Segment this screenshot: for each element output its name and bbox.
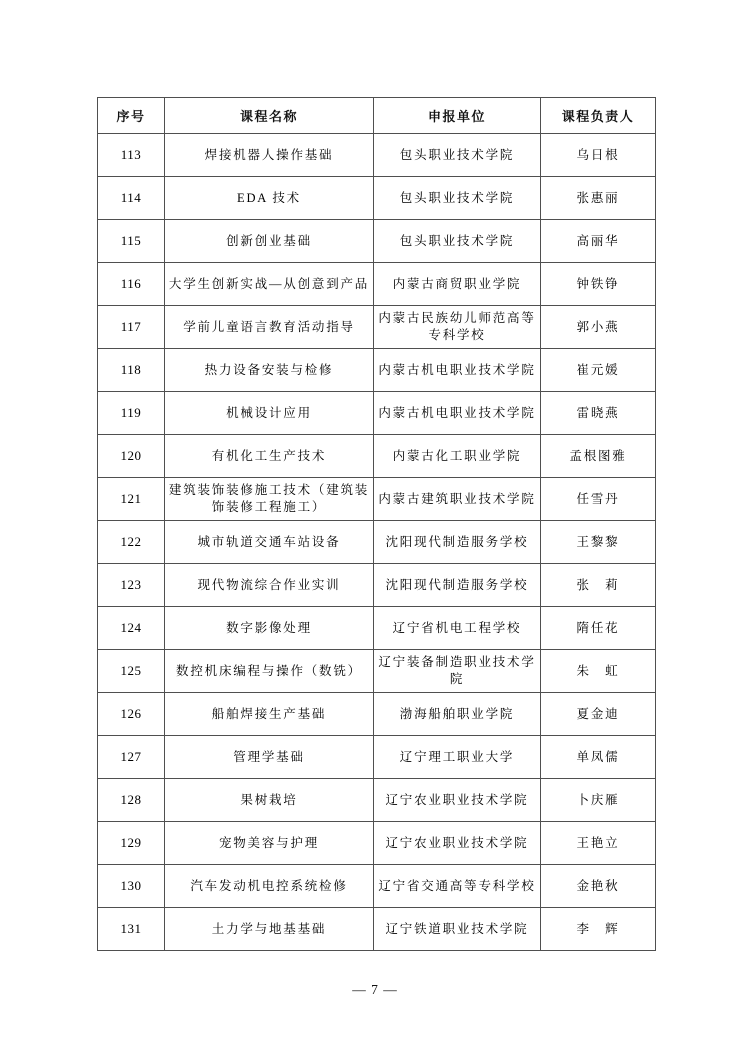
applicant-unit-cell: 包头职业技术学院 (374, 134, 541, 177)
serial-number-cell: 128 (98, 779, 165, 822)
applicant-unit-cell: 辽宁装备制造职业技术学院 (374, 650, 541, 693)
applicant-unit-cell: 辽宁农业职业技术学院 (374, 779, 541, 822)
serial-number-cell: 120 (98, 435, 165, 478)
serial-number-cell: 121 (98, 478, 165, 521)
course-name-cell: 土力学与地基基础 (165, 908, 374, 951)
applicant-unit-cell: 辽宁铁道职业技术学院 (374, 908, 541, 951)
course-leader-cell: 夏金迪 (541, 693, 656, 736)
serial-number-cell: 123 (98, 564, 165, 607)
course-leader-cell: 金艳秋 (541, 865, 656, 908)
table-row (98, 693, 656, 736)
table-row (98, 650, 656, 693)
course-leader-cell: 朱 虹 (541, 650, 656, 693)
applicant-unit-cell: 内蒙古机电职业技术学院 (374, 392, 541, 435)
course-leader-cell: 王艳立 (541, 822, 656, 865)
header-course-leader: 课程负责人 (541, 98, 656, 134)
applicant-unit-cell: 内蒙古建筑职业技术学院 (374, 478, 541, 521)
applicant-unit-cell: 内蒙古化工职业学院 (374, 435, 541, 478)
serial-number-cell: 130 (98, 865, 165, 908)
applicant-unit-cell: 辽宁理工职业大学 (374, 736, 541, 779)
applicant-unit-cell: 沈阳现代制造服务学校 (374, 521, 541, 564)
table-row (98, 908, 656, 951)
serial-number-cell: 119 (98, 392, 165, 435)
course-leader-cell: 卜庆雁 (541, 779, 656, 822)
header-applicant-unit: 申报单位 (374, 98, 541, 134)
serial-number-cell: 129 (98, 822, 165, 865)
course-leader-cell: 王黎黎 (541, 521, 656, 564)
applicant-unit-cell: 内蒙古商贸职业学院 (374, 263, 541, 306)
course-leader-cell: 李 辉 (541, 908, 656, 951)
course-leader-cell: 孟根图雅 (541, 435, 656, 478)
serial-number-cell: 115 (98, 220, 165, 263)
table-row (98, 134, 656, 177)
serial-number-cell: 114 (98, 177, 165, 220)
course-name-cell: 学前儿童语言教育活动指导 (165, 306, 374, 349)
table-header-row (98, 98, 656, 134)
table-row (98, 177, 656, 220)
course-leader-cell: 张惠丽 (541, 177, 656, 220)
header-serial-number: 序号 (98, 98, 165, 134)
course-leader-cell: 高丽华 (541, 220, 656, 263)
course-name-cell: 创新创业基础 (165, 220, 374, 263)
course-leader-cell: 钟铁铮 (541, 263, 656, 306)
course-name-cell: EDA 技术 (165, 177, 374, 220)
applicant-unit-cell: 辽宁省交通高等专科学校 (374, 865, 541, 908)
serial-number-cell: 131 (98, 908, 165, 951)
course-name-cell: 船舶焊接生产基础 (165, 693, 374, 736)
serial-number-cell: 127 (98, 736, 165, 779)
table-row (98, 779, 656, 822)
applicant-unit-cell: 渤海船舶职业学院 (374, 693, 541, 736)
table-row (98, 736, 656, 779)
course-name-cell: 有机化工生产技术 (165, 435, 374, 478)
course-leader-cell: 任雪丹 (541, 478, 656, 521)
table-row (98, 392, 656, 435)
header-course-name: 课程名称 (165, 98, 374, 134)
course-name-cell: 热力设备安装与检修 (165, 349, 374, 392)
serial-number-cell: 124 (98, 607, 165, 650)
course-name-cell: 宠物美容与护理 (165, 822, 374, 865)
table-row (98, 607, 656, 650)
course-name-cell: 数控机床编程与操作（数铣） (165, 650, 374, 693)
table-row (98, 564, 656, 607)
course-leader-cell: 乌日根 (541, 134, 656, 177)
course-name-cell: 建筑装饰装修施工技术（建筑装饰装修工程施工） (165, 478, 374, 521)
course-leader-cell: 郭小燕 (541, 306, 656, 349)
course-name-cell: 焊接机器人操作基础 (165, 134, 374, 177)
serial-number-cell: 113 (98, 134, 165, 177)
serial-number-cell: 116 (98, 263, 165, 306)
table-row (98, 435, 656, 478)
course-name-cell: 汽车发动机电控系统检修 (165, 865, 374, 908)
applicant-unit-cell: 内蒙古民族幼儿师范高等专科学校 (374, 306, 541, 349)
serial-number-cell: 125 (98, 650, 165, 693)
table-row (98, 822, 656, 865)
course-name-cell: 管理学基础 (165, 736, 374, 779)
course-leader-cell: 张 莉 (541, 564, 656, 607)
table-row (98, 220, 656, 263)
serial-number-cell: 126 (98, 693, 165, 736)
applicant-unit-cell: 辽宁农业职业技术学院 (374, 822, 541, 865)
table-row (98, 865, 656, 908)
table-row (98, 478, 656, 521)
applicant-unit-cell: 包头职业技术学院 (374, 177, 541, 220)
serial-number-cell: 117 (98, 306, 165, 349)
course-list-table (97, 97, 656, 951)
course-name-cell: 果树栽培 (165, 779, 374, 822)
course-name-cell: 机械设计应用 (165, 392, 374, 435)
course-leader-cell: 单凤儒 (541, 736, 656, 779)
course-name-cell: 数字影像处理 (165, 607, 374, 650)
table-row (98, 263, 656, 306)
course-leader-cell: 崔元媛 (541, 349, 656, 392)
table-row (98, 306, 656, 349)
applicant-unit-cell: 辽宁省机电工程学校 (374, 607, 541, 650)
course-leader-cell: 雷晓燕 (541, 392, 656, 435)
applicant-unit-cell: 内蒙古机电职业技术学院 (374, 349, 541, 392)
applicant-unit-cell: 包头职业技术学院 (374, 220, 541, 263)
serial-number-cell: 118 (98, 349, 165, 392)
table-row (98, 349, 656, 392)
course-leader-cell: 隋任花 (541, 607, 656, 650)
applicant-unit-cell: 沈阳现代制造服务学校 (374, 564, 541, 607)
course-name-cell: 大学生创新实战—从创意到产品 (165, 263, 374, 306)
serial-number-cell: 122 (98, 521, 165, 564)
course-name-cell: 现代物流综合作业实训 (165, 564, 374, 607)
table-row (98, 521, 656, 564)
course-name-cell: 城市轨道交通车站设备 (165, 521, 374, 564)
page-number: — 7 — (352, 982, 398, 997)
